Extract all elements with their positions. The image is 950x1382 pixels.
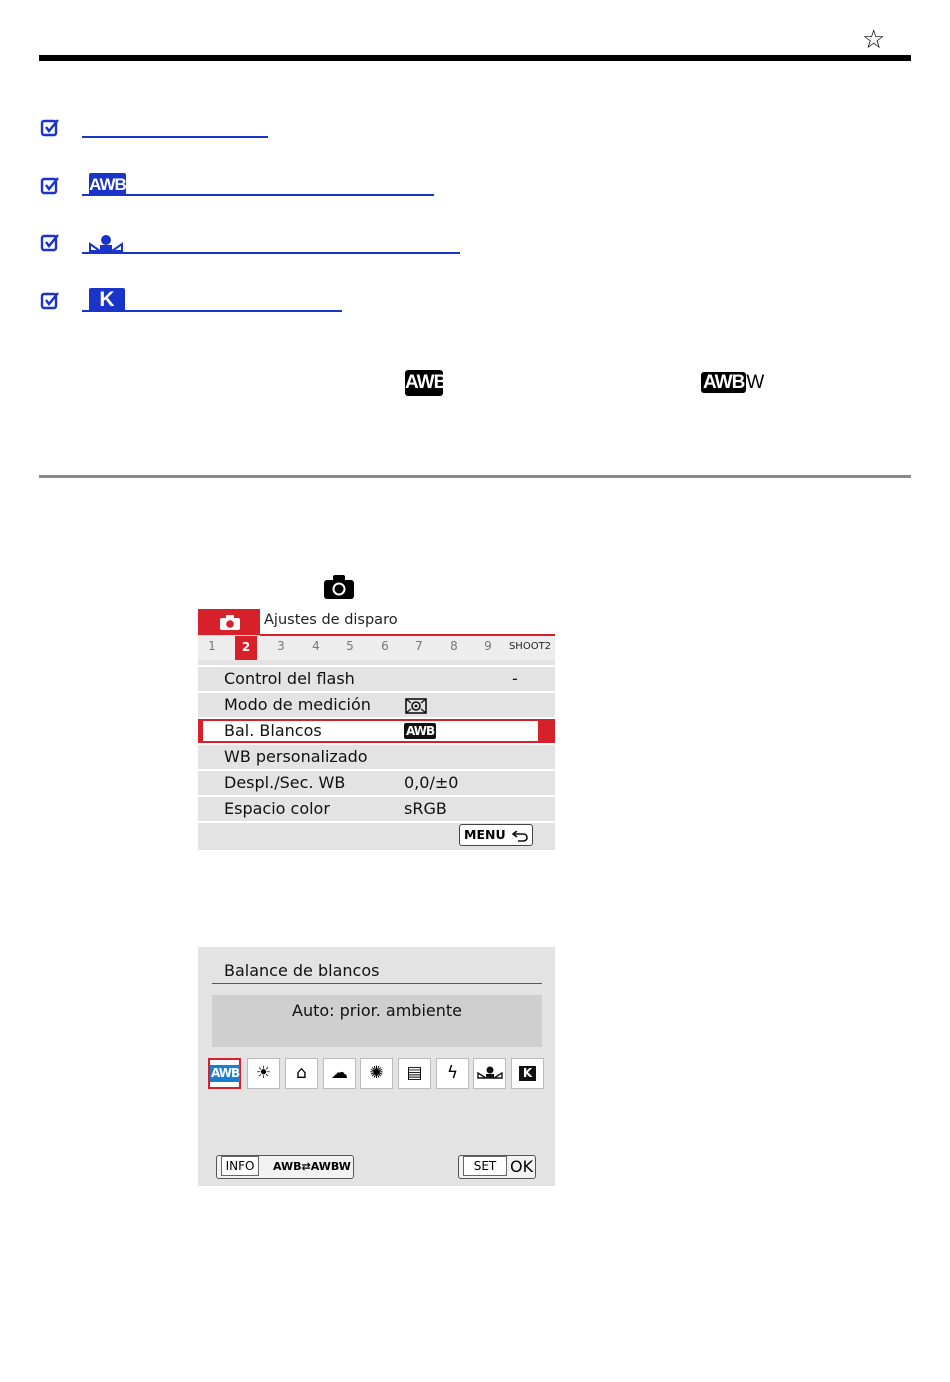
tab-9[interactable]: 9 (484, 639, 492, 653)
menu-row-color-space[interactable] (198, 795, 555, 821)
return-icon (512, 828, 528, 842)
awbw-icon: AWB W (703, 372, 765, 393)
cloud-icon: ☁ (331, 1063, 348, 1083)
camera-icon (219, 614, 241, 631)
link-2[interactable] (82, 194, 434, 196)
checkbox-icon (40, 233, 60, 253)
custom-wb-icon (477, 1066, 503, 1080)
camera-tab[interactable] (198, 609, 260, 635)
wb-option-shade[interactable] (285, 1058, 318, 1089)
row-label: WB personalizado (224, 747, 368, 766)
sun-icon: ☀ (255, 1063, 272, 1083)
tab-shoot2: SHOOT2 (508, 641, 552, 652)
shade-icon: ⌂ (296, 1063, 307, 1083)
set-ok-button[interactable] (458, 1155, 536, 1179)
description-box (212, 995, 542, 1047)
wb-description: Auto: prior. ambiente (292, 1001, 462, 1020)
set-label: SET (463, 1156, 507, 1176)
row-label: Modo de medición (224, 695, 371, 714)
menu-row-metering-mode[interactable] (198, 691, 555, 717)
tab-6[interactable]: 6 (381, 639, 389, 653)
kelvin-icon: K (89, 288, 125, 312)
row-label: Control del flash (224, 669, 355, 688)
menu-title: Ajustes de disparo (264, 612, 398, 628)
row-value: 0,0/±0 (404, 773, 459, 792)
tab-5[interactable]: 5 (346, 639, 354, 653)
wb-option-custom[interactable] (473, 1058, 506, 1089)
checkbox-icon (40, 176, 60, 196)
tab-8[interactable]: 8 (450, 639, 458, 653)
tab-2[interactable]: 2 (235, 636, 257, 660)
title-underline (212, 983, 542, 984)
awb-icon: AWB (405, 370, 443, 396)
header-rule (39, 55, 911, 61)
wb-option-kelvin[interactable] (511, 1058, 544, 1089)
row-value: - (512, 669, 518, 688)
row-value: sRGB (404, 799, 447, 818)
shooting-settings-screen (198, 609, 555, 848)
info-label: INFO (221, 1156, 259, 1176)
camera-icon (323, 574, 355, 600)
link-1[interactable] (82, 136, 268, 138)
checkbox-icon (40, 291, 60, 311)
evaluative-metering-icon (405, 698, 427, 714)
wb-option-flash[interactable] (436, 1058, 469, 1089)
awb-icon: AWB (89, 175, 126, 194)
link-4[interactable] (82, 310, 342, 312)
menu-back-button[interactable] (459, 824, 533, 846)
menu-row-wb-shift[interactable] (198, 769, 555, 795)
menu-label: MENU (464, 827, 506, 842)
checkbox-icon (40, 118, 60, 138)
awb-icon: AWB (211, 1066, 240, 1080)
kelvin-icon: K (519, 1066, 536, 1081)
fluorescent-icon: ▤ (406, 1063, 423, 1083)
section-rule (39, 475, 911, 478)
menu-row-flash-control[interactable] (198, 665, 555, 691)
link-3[interactable] (82, 252, 460, 254)
wb-option-fluorescent[interactable] (398, 1058, 431, 1089)
menu-row-white-balance[interactable] (198, 717, 555, 743)
tab-1[interactable]: 1 (208, 639, 216, 653)
white-balance-screen (198, 947, 555, 1186)
row-label: Despl./Sec. WB (224, 773, 346, 792)
tab-3[interactable]: 3 (277, 639, 285, 653)
screen-title: Balance de blancos (224, 961, 380, 980)
star-icon: ☆ (862, 25, 886, 55)
ok-label: OK (510, 1157, 534, 1176)
menu-title-bar (260, 609, 555, 636)
custom-wb-icon (88, 234, 124, 254)
wb-option-awb[interactable] (208, 1058, 241, 1089)
tab-7[interactable]: 7 (415, 639, 423, 653)
menu-tabs (198, 636, 555, 660)
awb-swap-label: AWB⇄AWBW (273, 1160, 351, 1173)
wb-option-daylight[interactable] (247, 1058, 280, 1089)
tab-4[interactable]: 4 (312, 639, 320, 653)
tungsten-icon: ✺ (369, 1063, 384, 1083)
wb-option-cloudy[interactable] (323, 1058, 356, 1089)
row-label: Espacio color (224, 799, 330, 818)
wb-option-tungsten[interactable] (360, 1058, 393, 1089)
awb-icon: AWB (406, 724, 435, 738)
row-label: Bal. Blancos (224, 721, 322, 740)
info-button[interactable] (216, 1155, 354, 1179)
menu-row-custom-wb[interactable] (198, 743, 555, 769)
flash-icon: ϟ (446, 1063, 459, 1083)
